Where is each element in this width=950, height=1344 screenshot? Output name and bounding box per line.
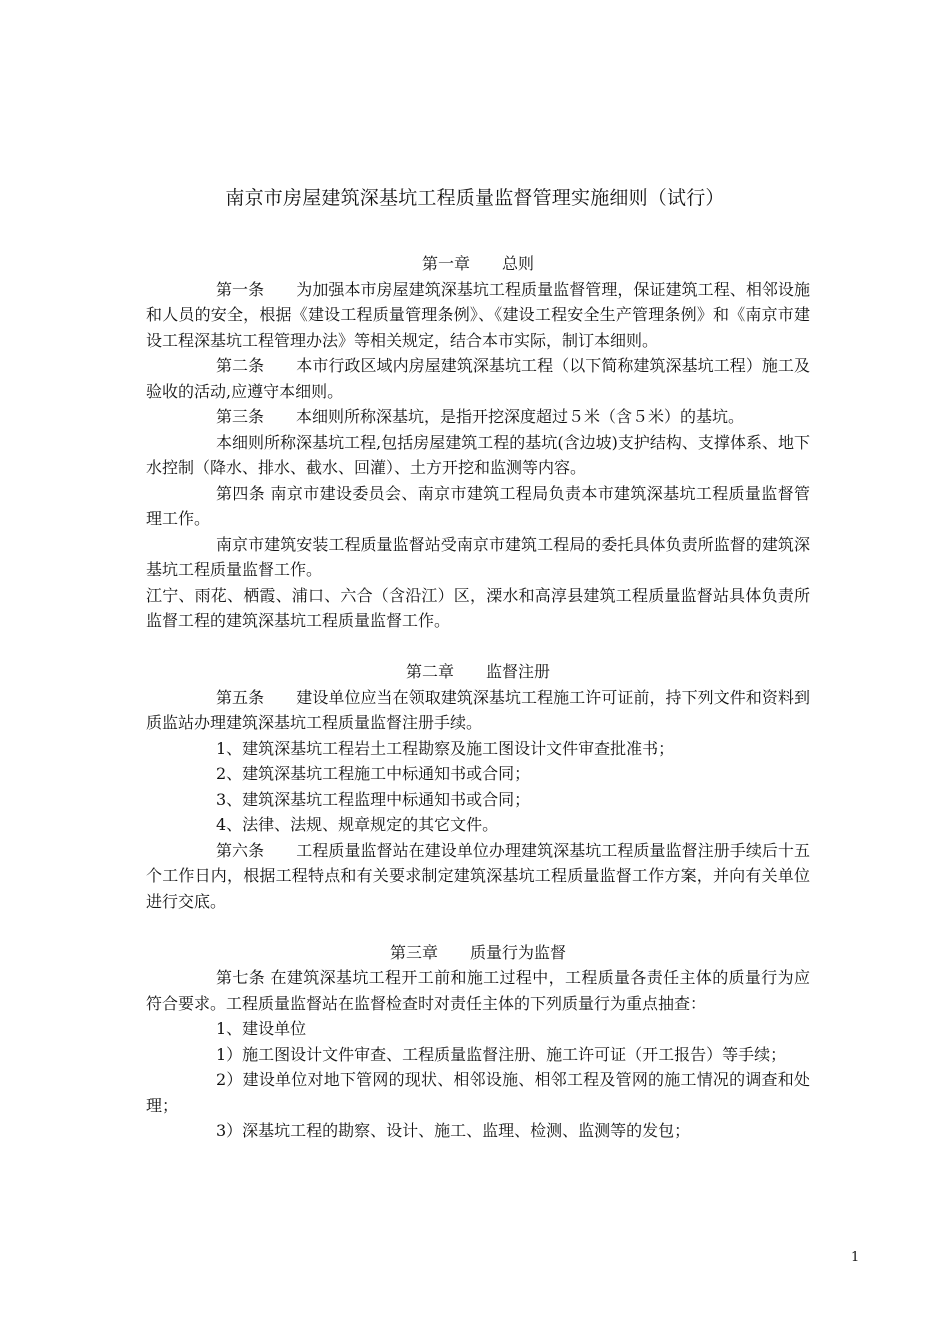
article-6: 第六条 工程质量监督站在建设单位办理建筑深基坑工程质量监督注册手续后十五个工作日内，根据工程特点和有关要求制定建筑深基坑工程质量监督工作方案，并向有关单位进行交底。 <box>146 840 810 911</box>
article-7: 第七条 在建筑深基坑工程开工前和施工过程中，工程质量各责任主体的质量行为应符合要求。工程质量监督站在监督检查时对责任主体的下列质量行为重点抽查： <box>146 968 810 1013</box>
page-number: 1 <box>851 1250 860 1265</box>
document-body <box>146 251 810 1144</box>
chapter-1-heading: 第一章 总则 <box>421 254 534 273</box>
article-1: 第一条 为加强本市房屋建筑深基坑工程质量监督管理，保证建筑工程、相邻设施和人员的安全，根据《建设工程质量管理条例》、《建设工程安全生产管理条例》和《南京市建设工程深基坑工程管理办法》等相关规定，结合本市实际，制订本细则。 <box>146 279 810 350</box>
article-3-paragraph-2: 本细则所称深基坑工程,包括房屋建筑工程的基坑(含边坡)支护结构、支撑体系、地下水控制（降水、排水、截水、回灌）、土方开挖和监测等内容。 <box>146 432 810 477</box>
article-5-item-2: 2、建筑深基坑工程施工中标通知书或合同； <box>216 764 531 783</box>
article-5-item-1: 1、建筑深基坑工程岩土工程勘察及施工图设计文件审查批准书； <box>216 738 675 758</box>
article-7-subsection-1-item-2: 2）建设单位对地下管网的现状、相邻设施、相邻工程及管网的施工情况的调查和处理； <box>146 1070 810 1115</box>
article-5: 第五条 建设单位应当在领取建筑深基坑工程施工许可证前，持下列文件和资料到质监站办理建筑深基坑工程质量监督注册手续。 <box>146 687 810 732</box>
article-2: 第二条 本市行政区域内房屋建筑深基坑工程（以下简称建筑深基坑工程）施工及验收的活动,应遵守本细则。 <box>146 356 810 401</box>
article-5-item-4: 4、法律、法规、规章规定的其它文件。 <box>216 815 499 834</box>
article-4-paragraph-2: 南京市建筑安装工程质量监督站受南京市建筑工程局的委托具体负责所监督的建筑深基坑工程质量监督工作。 <box>146 534 810 579</box>
chapter-2-heading: 第二章 监督注册 <box>405 662 550 681</box>
article-7-subsection-1-item-1: 1）施工图设计文件审查、工程质量监督注册、施工许可证（开工报告）等手续； <box>216 1044 787 1064</box>
article-7-subsection-1-item-3: 3）深基坑工程的勘察、设计、施工、监理、检测、监测等的发包； <box>216 1121 691 1140</box>
section-gap <box>146 634 810 660</box>
article-5-item-3: 3、建筑深基坑工程监理中标通知书或合同； <box>216 789 531 809</box>
article-4: 第四条 南京市建设委员会、南京市建筑工程局负责本市建筑深基坑工程质量监督管理工作。 <box>146 483 810 528</box>
article-3: 第三条 本细则所称深基坑，是指开挖深度超过５米（含５米）的基坑。 <box>216 407 745 426</box>
chapter-3-heading: 第三章 质量行为监督 <box>389 942 566 962</box>
article-4-paragraph-3: 江宁、雨花、栖霞、浦口、六合（含沿江）区，溧水和高淳县建筑工程质量监督站具体负责所监督工程的建筑深基坑工程质量监督工作。 <box>146 585 810 630</box>
document-title: 南京市房屋建筑深基坑工程质量监督管理实施细则（试行） <box>225 187 725 209</box>
article-7-subsection-1: 1、建设单位 <box>216 1019 307 1038</box>
section-gap <box>146 914 810 940</box>
